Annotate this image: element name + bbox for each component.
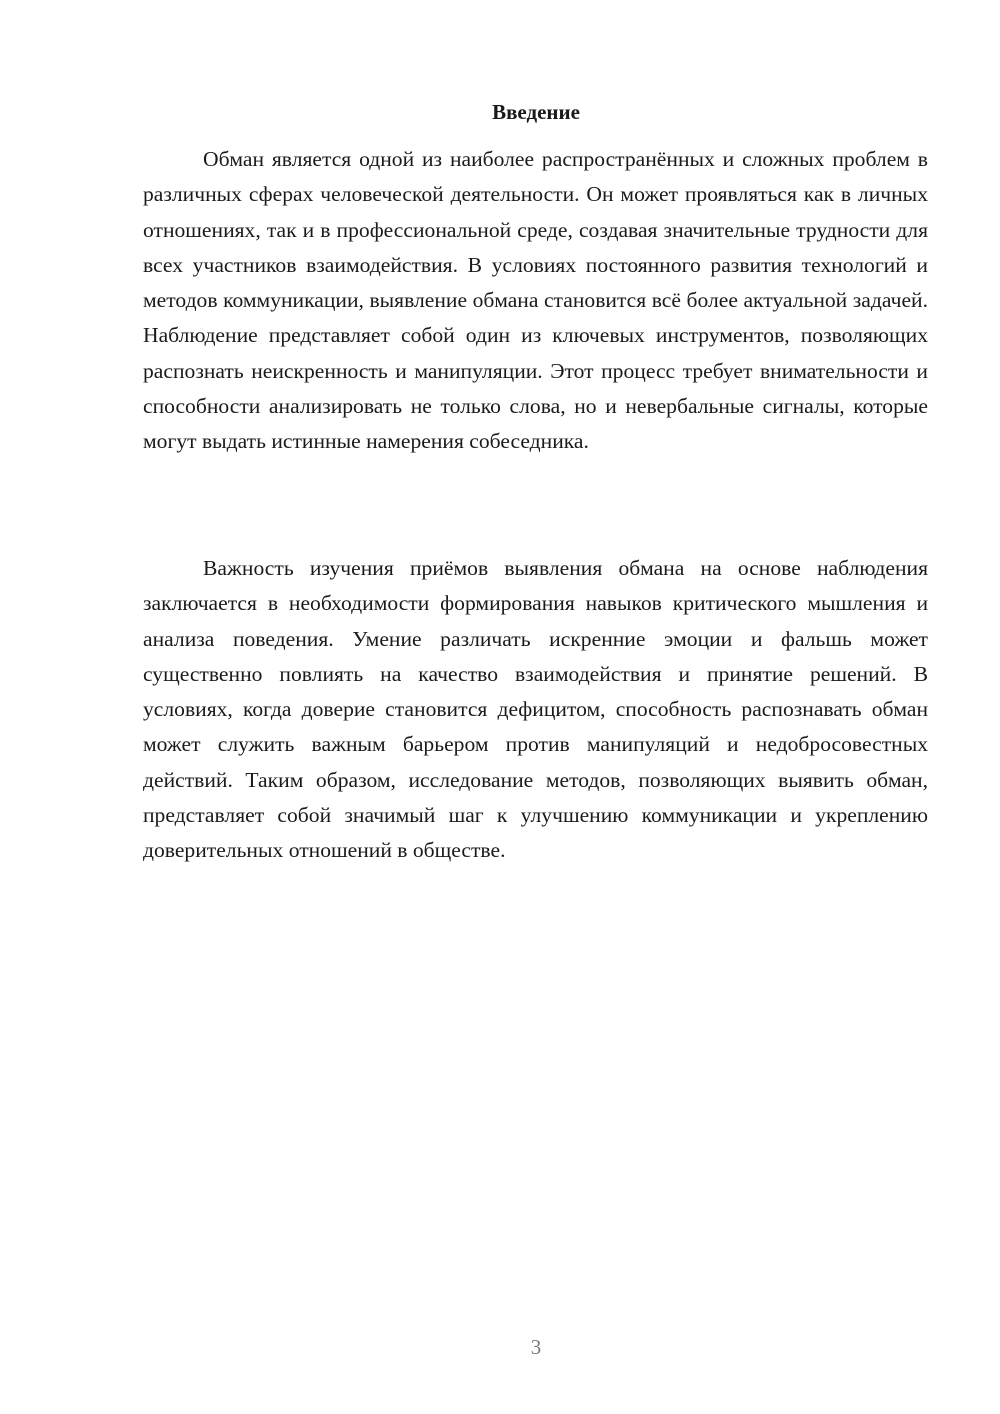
section-heading: Введение [492, 100, 580, 124]
paragraph-intro: Обман является одной из наиболее распространённых и сложных проблем в различных сферах человеческой деятельности. Он может проявляться как в личных отношениях, так и в профессиональной среде, создавая значительные трудности для всех участников взаимодействия. В условиях постоянного развития технологий и методов коммуникации, выявление обмана становится всё более актуальной задачей. Наблюдение представляет собой один из ключевых инструментов, позволяющих распознать неискренность и манипуляции. Этот процесс требует внимательности и способности анализировать не только слова, но и невербальные сигналы, которые могут выдать истинные намерения собеседника. [143, 147, 928, 454]
paragraph-importance: Важность изучения приёмов выявления обмана на основе наблюдения заключается в необходимости формирования навыков критического мышления и анализа поведения. Умение различать искренние эмоции и фальшь может существенно повлиять на качество взаимодействия и принятие решений. В условиях, когда доверие становится дефицитом, способность распознавать обман может служить важным барьером против манипуляций и недобросовестных действий. Таким образом, исследование методов, позволяющих выявить обман, представляет собой значимый шаг к улучшению коммуникации и укреплению доверительных отношений в обществе. [143, 556, 928, 863]
page-number: 3 [530, 1335, 542, 1359]
